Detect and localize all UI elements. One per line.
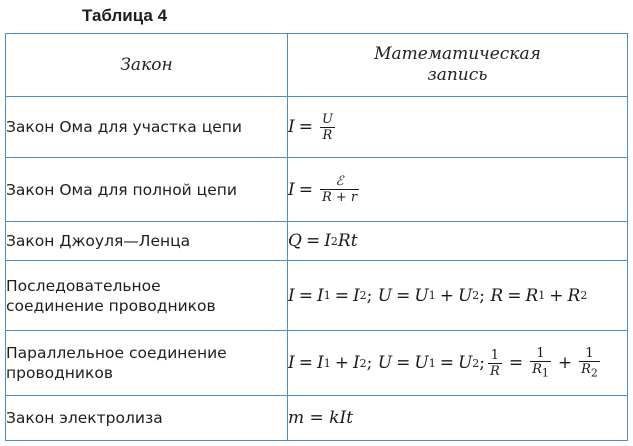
formula-fraction <box>579 346 600 381</box>
fraction-denominator: R + r <box>321 190 358 205</box>
formula-exponent: 2 <box>330 234 338 248</box>
table-row <box>6 222 628 261</box>
fraction-numerator: 1 <box>579 346 600 362</box>
formula-fraction <box>320 112 335 143</box>
formula-operator: + <box>557 353 573 373</box>
formula-symbol: U <box>414 285 429 306</box>
formula-subscript: 2 <box>590 366 598 380</box>
law-name <box>6 97 288 158</box>
law-line: Последовательное <box>6 276 161 295</box>
formula-symbol: R <box>567 285 581 306</box>
formula-operator: = <box>298 179 313 200</box>
formula-ohm-full <box>288 158 628 222</box>
fraction-numerator: 1 <box>530 346 551 362</box>
law-name <box>6 158 288 222</box>
formula-operator: = <box>334 285 349 306</box>
law-line: Закон Джоуля—Ленца <box>6 232 191 250</box>
table-row <box>6 158 628 222</box>
fraction-denominator <box>530 362 551 381</box>
formula-symbol: U <box>457 353 473 373</box>
law-line: Закон электролиза <box>6 409 163 427</box>
fraction-numerator: ℰ <box>320 174 359 190</box>
formula-symbol: I <box>324 231 331 251</box>
formula-subscript: 2 <box>359 356 367 370</box>
fraction-numerator: U <box>321 111 333 127</box>
formula-electrolysis <box>288 396 628 441</box>
formula-symbol: Rt <box>337 231 358 251</box>
formula-operator: = <box>298 117 313 137</box>
law-name <box>6 331 288 396</box>
formula-symbol: R <box>490 285 504 306</box>
formula-subscript: 1 <box>538 289 546 302</box>
table-header-row <box>6 34 628 97</box>
header-math <box>288 34 628 97</box>
fraction-denominator: R <box>490 363 500 379</box>
formula-operator: = <box>396 353 411 373</box>
formula-operator: = <box>508 353 524 373</box>
fraction-numerator: 1 <box>488 348 502 364</box>
formula-fraction <box>530 346 551 381</box>
formula-parallel <box>288 331 628 396</box>
formula-ohm-section <box>288 97 628 158</box>
law-line: Закон Ома для полной цепи <box>6 180 237 199</box>
header-math-line1: Математическая <box>374 44 541 64</box>
law-line: проводников <box>6 364 113 382</box>
formula-symbol: Q <box>288 231 302 251</box>
formula-joule <box>288 222 628 261</box>
formula-symbol: I <box>288 285 295 306</box>
formula-symbol: I <box>288 353 295 373</box>
formula-symbol: I <box>288 117 295 137</box>
fraction-denominator: R <box>322 127 333 143</box>
law-name <box>6 222 288 261</box>
formula-symbol: R <box>532 361 542 377</box>
header-math-line2: запись <box>427 65 488 85</box>
formula-symbol: U <box>457 285 473 306</box>
formula-symbol: R <box>525 285 539 306</box>
formula-operator: = <box>439 353 454 373</box>
formula-fraction <box>320 174 359 205</box>
formula-operator: = <box>305 231 321 251</box>
formula-operator: = <box>298 285 313 306</box>
formula-separator: ; <box>366 285 373 306</box>
formula-operator: = <box>396 285 411 306</box>
law-name <box>6 261 288 331</box>
formula-symbol: U <box>414 353 429 373</box>
formula-subscript: 1 <box>541 366 549 380</box>
formula-subscript: 1 <box>323 289 331 302</box>
formula-subscript: 2 <box>580 289 588 302</box>
law-name <box>6 396 288 441</box>
formula-symbol: I <box>316 353 324 373</box>
table-row <box>6 97 628 158</box>
formula-operator: + <box>439 285 454 306</box>
formula-subscript: 2 <box>472 289 480 302</box>
table-row <box>6 396 628 441</box>
formula-operator: + <box>549 285 564 306</box>
law-line: Параллельное соединение <box>6 344 227 362</box>
formula-subscript: 2 <box>472 356 480 370</box>
formula-text: m = kIt <box>288 408 354 428</box>
header-law: Закон <box>6 34 288 97</box>
formula-symbol: I <box>352 353 360 373</box>
fraction-denominator <box>579 362 600 381</box>
formula-symbol: U <box>377 285 393 306</box>
formula-subscript: 1 <box>323 356 331 370</box>
formula-subscript: 1 <box>428 356 436 370</box>
table-row <box>6 261 628 331</box>
laws-table <box>5 33 628 441</box>
formula-separator: ; <box>366 353 373 373</box>
formula-fraction <box>488 348 502 379</box>
formula-subscript: 2 <box>359 289 367 302</box>
formula-symbol: I <box>316 285 324 306</box>
formula-separator: ; <box>479 353 486 373</box>
formula-subscript: 1 <box>428 289 436 302</box>
formula-symbol: R <box>581 361 591 377</box>
table-row <box>6 331 628 396</box>
formula-operator: + <box>334 353 349 373</box>
formula-symbol: U <box>377 353 393 373</box>
formula-symbol: I <box>288 179 295 200</box>
formula-symbol: I <box>352 285 360 306</box>
formula-operator: = <box>298 353 313 373</box>
table-caption: Таблица 4 <box>82 6 168 25</box>
law-line: соединение проводников <box>6 296 216 315</box>
formula-series <box>288 261 628 331</box>
formula-separator: ; <box>479 285 486 306</box>
law-line: Закон Ома для участка цепи <box>6 118 242 136</box>
formula-operator: = <box>507 285 522 306</box>
